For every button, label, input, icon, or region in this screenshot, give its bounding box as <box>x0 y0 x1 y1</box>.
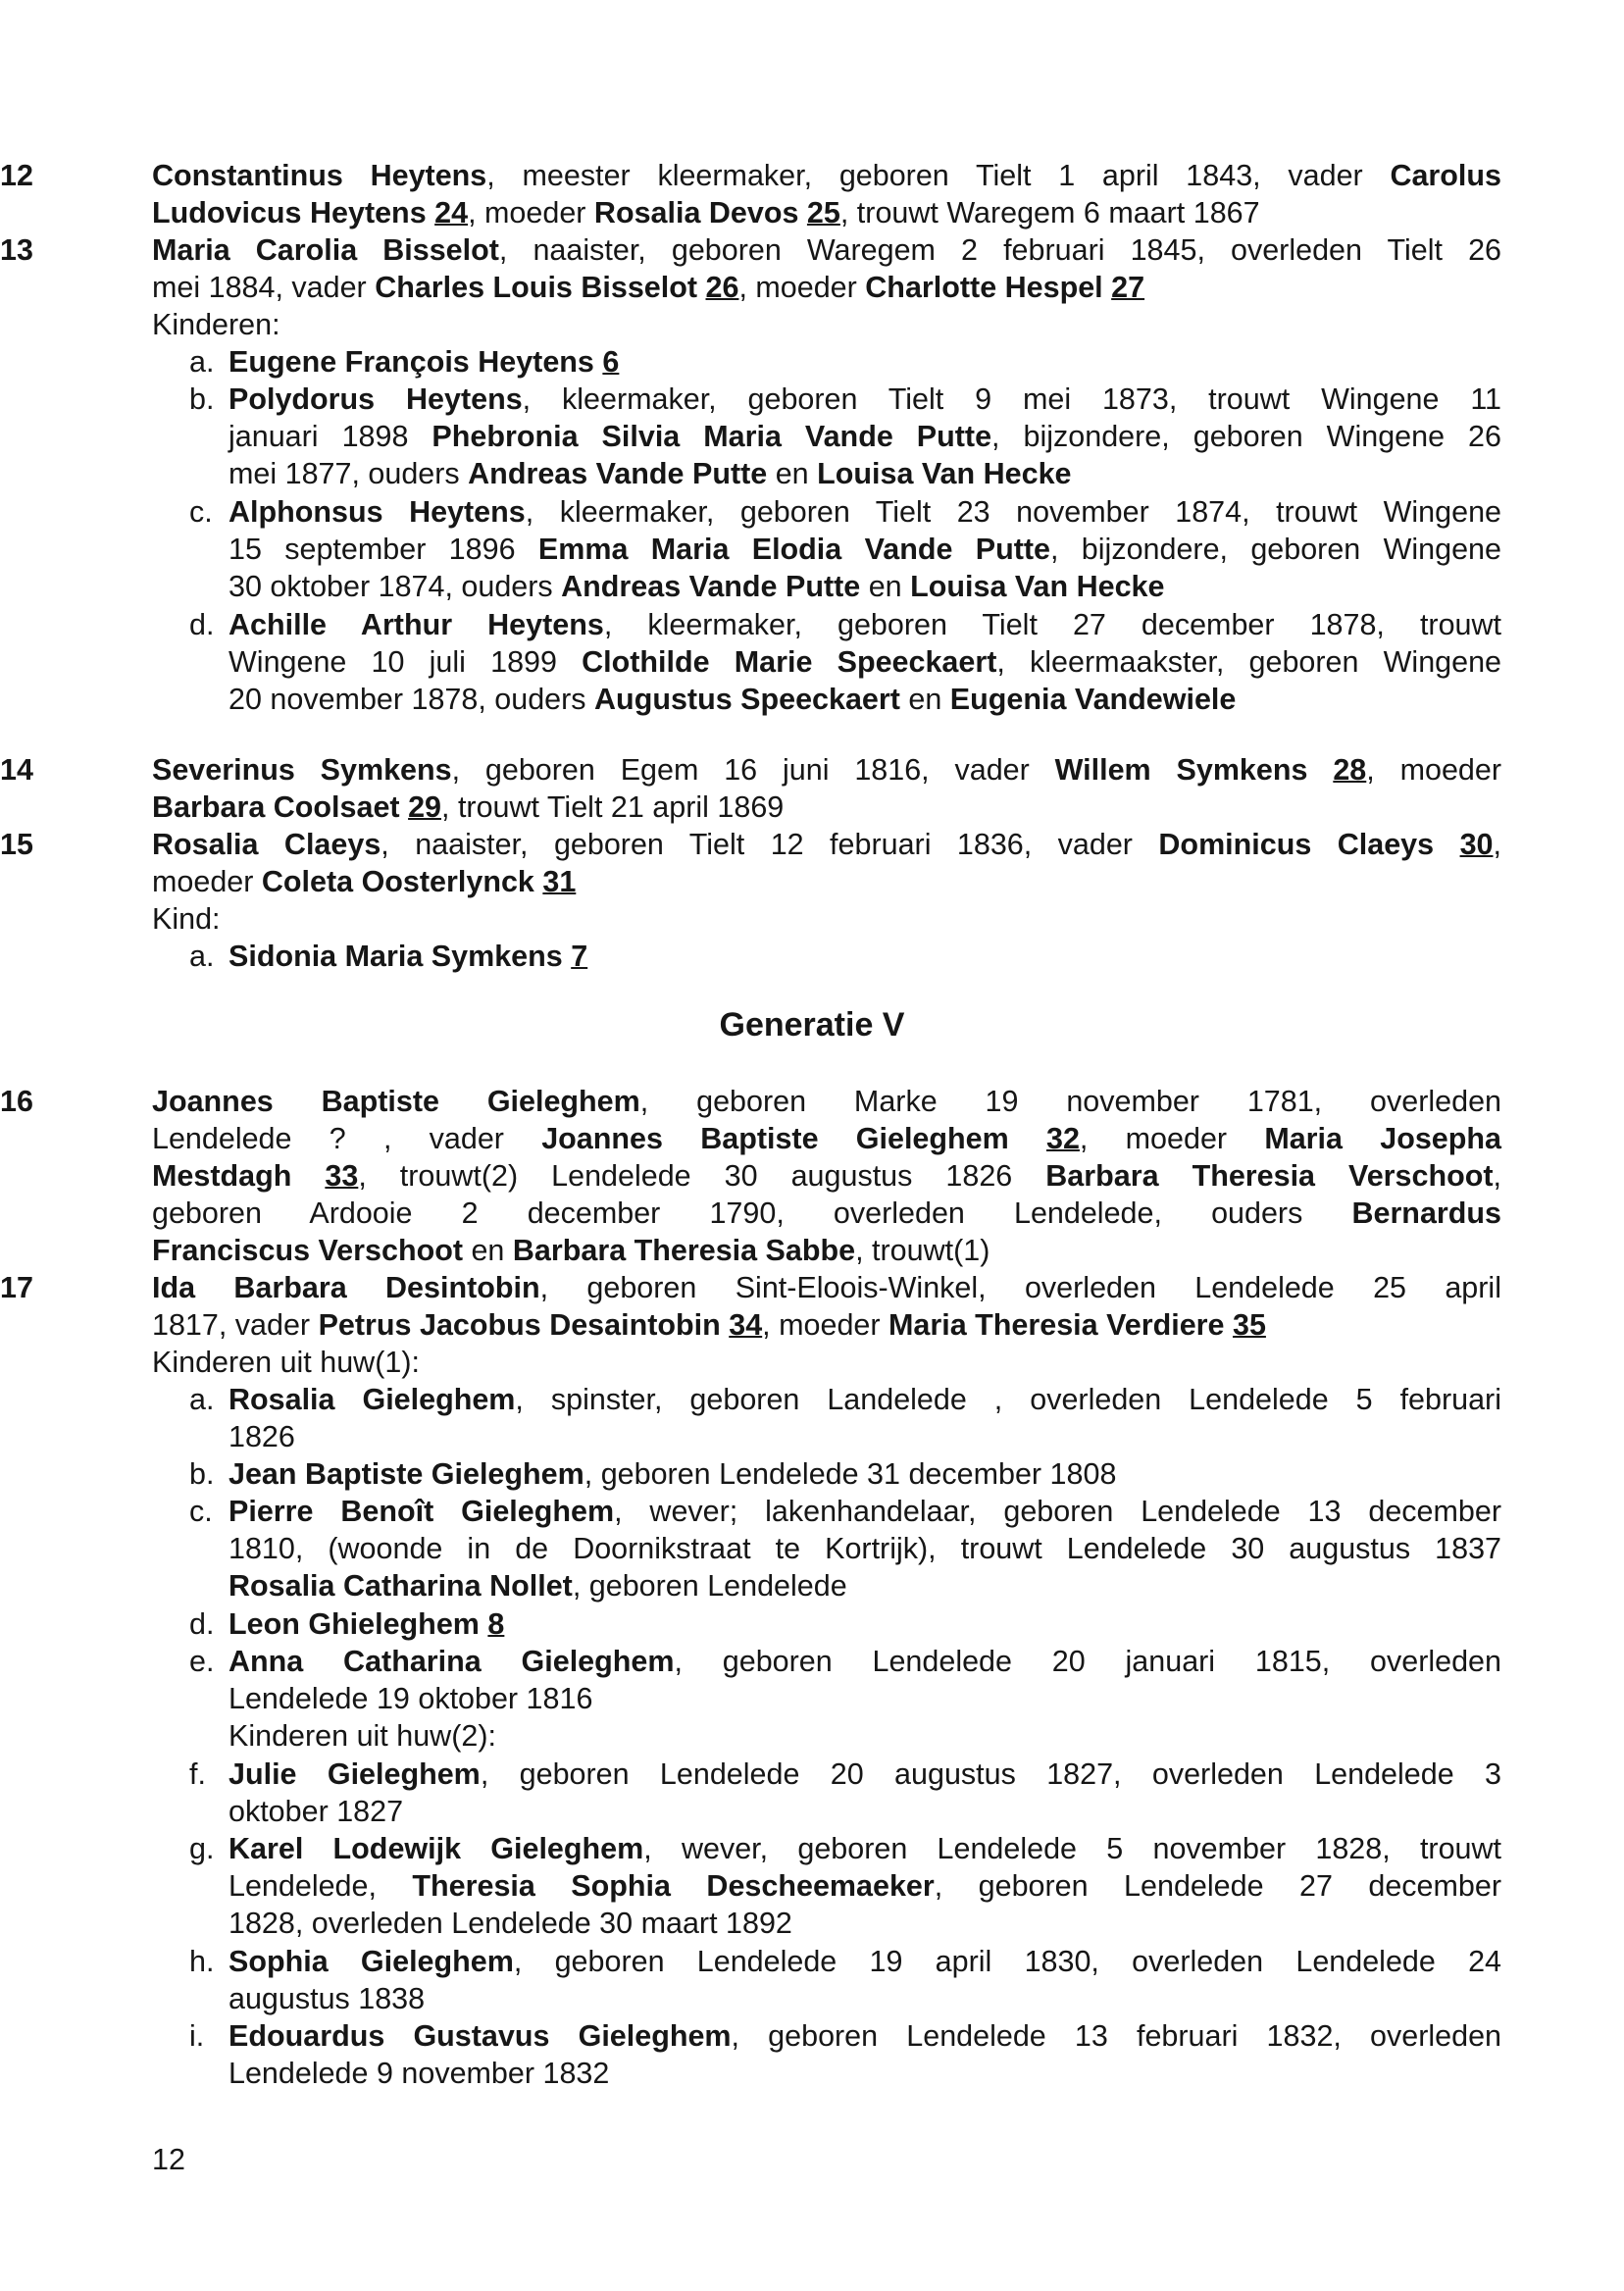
child-17g: g. Karel Lodewijk Gieleghem, wever, geboren Lendelede 5 november 1828, trouwt Lendelede, Theresia Sophia Descheemaeker, geboren Lendelede 27 december 1828, overleden Lendelede 30 maart 1892 <box>189 1832 1501 1940</box>
person-name: Constantinus Heytens <box>152 159 487 192</box>
child-name: Eugene François Heytens <box>228 345 594 379</box>
mother-name: Coleta Oosterlynck <box>261 865 534 898</box>
father-name: Charles Louis Bisselot <box>375 271 698 304</box>
person-name: Ida Barbara Desintobin <box>152 1271 540 1304</box>
child-name: Julie Gieleghem <box>228 1757 481 1791</box>
entry-15: 15 Rosalia Claeys, naaister, geboren Tielt 12 februari 1836, vader Dominicus Claeys 30, moeder Coleta Oosterlynck 31 Kind: <box>0 828 1501 936</box>
ref-link[interactable]: 6 <box>602 345 620 379</box>
mother-name: Barbara Coolsaet <box>152 790 400 824</box>
ref-link[interactable]: 7 <box>571 940 588 973</box>
child-13d: d. Achille Arthur Heytens, kleermaker, geboren Tielt 27 december 1878, trouwt Wingene 10 juli 1899 Clothilde Marie Speeckaert, kleermaakster, geboren Wingene 20 november 1878, ouders Augustus Speeckaert en Eugenia Vandewiele <box>189 608 1502 716</box>
spouse-name: Emma Maria Elodia Vande Putte <box>537 533 1050 566</box>
child-13a: a. Eugene François Heytens 6 <box>189 345 620 379</box>
person-name: Maria Carolia Bisselot <box>152 233 499 267</box>
ref-link[interactable]: 24 <box>434 196 469 229</box>
child-17i: i. Edouardus Gustavus Gieleghem, geboren Lendelede 13 februari 1832, overleden Lendelede 9 november 1832 <box>189 2019 1501 2090</box>
ref-link[interactable]: 34 <box>729 1308 763 1342</box>
ref-link[interactable]: 31 <box>542 865 577 898</box>
spouse-name: Barbara Theresia Verschoot <box>1045 1159 1494 1193</box>
ref-link[interactable]: 25 <box>806 196 840 229</box>
spouse-name: Clothilde Marie Speeckaert <box>582 645 997 679</box>
father-name-cont: Ludovicus Heytens <box>152 196 427 229</box>
child-name: Polydorus Heytens <box>228 382 523 416</box>
ref-link[interactable]: 29 <box>408 790 441 824</box>
mother-name: Maria Josepha <box>1264 1122 1501 1155</box>
entry-16: 16 Joannes Baptiste Gieleghem, geboren Marke 19 november 1781, overleden Lendelede ? , vader Joannes Baptiste Gieleghem 32, moeder Maria Josepha Mestdagh 33, trouwt(2) Lendelede 30 augustus 1826 Barbara Theresia Verschoot, geboren Ardooie 2 december 1790, overleden Lendelede, ouders Bernardus Franciscus Verschoot en Barbara Theresia Sabbe, trouwt(1) <box>0 1085 1501 1267</box>
entry-number: 15 <box>0 828 33 861</box>
page-number: 12 <box>152 2143 185 2176</box>
entry-17: 17 Ida Barbara Desintobin, geboren Sint-Eloois-Winkel, overleden Lendelede 25 april 1817, vader Petrus Jacobus Desaintobin 34, moeder Maria Theresia Verdiere 35 Kinderen uit huw(1): <box>0 1271 1501 1379</box>
entry-number: 16 <box>0 1085 33 1118</box>
children-label: Kinderen uit huw(1): <box>152 1346 420 1379</box>
mother-name-cont: Mestdagh <box>152 1159 292 1193</box>
children-label: Kinderen uit huw(2): <box>228 1719 496 1753</box>
child-15a: a. Sidonia Maria Symkens 7 <box>189 940 588 973</box>
entry-13: 13 Maria Carolia Bisselot, naaister, geboren Waregem 2 februari 1845, overleden Tielt 26 mei 1884, vader Charles Louis Bisselot 26, moeder Charlotte Hespel 27 Kinderen: <box>0 233 1502 341</box>
ref-link[interactable]: 35 <box>1232 1308 1266 1342</box>
mother-name: Maria Theresia Verdiere <box>888 1308 1225 1342</box>
child-name: Alphonsus Heytens <box>228 495 526 529</box>
child-name: Sophia Gieleghem <box>228 1945 514 1978</box>
children-label: Kind: <box>152 902 221 936</box>
child-17h: h. Sophia Gieleghem, geboren Lendelede 19 april 1830, overleden Lendelede 24 augustus 1838 <box>189 1945 1502 2015</box>
mother-name: Rosalia Devos <box>593 196 799 229</box>
child-17b: b. Jean Baptiste Gieleghem, geboren Lendelede 31 december 1808 <box>189 1457 1117 1491</box>
child-17c: c. Pierre Benoît Gieleghem, wever; lakenhandelaar, geboren Lendelede 13 december 1810, (woonde in de Doornikstraat te Kortrijk), trouwt Lendelede 30 augustus 1837 Rosalia Catharina Nollet, geboren Lendelede <box>189 1495 1501 1603</box>
section-heading: Generatie V <box>719 1006 905 1044</box>
child-17d: d. Leon Ghieleghem 8 <box>189 1607 505 1641</box>
person-name: Severinus Symkens <box>152 753 452 787</box>
entry-number: 12 <box>0 159 33 192</box>
spouse-name: Rosalia Catharina Nollet <box>228 1569 573 1603</box>
child-name: Anna Catharina Gieleghem <box>228 1645 675 1678</box>
father-name: Carolus <box>1390 159 1501 192</box>
child-name: Leon Ghieleghem <box>228 1607 480 1641</box>
child-17a: a. Rosalia Gieleghem, spinster, geboren Landelede , overleden Lendelede 5 februari 1826 <box>189 1383 1501 1453</box>
child-17f: f. Julie Gieleghem, geboren Lendelede 20 augustus 1827, overleden Lendelede 3 oktober 1827 <box>189 1757 1501 1828</box>
ref-link[interactable]: 30 <box>1459 828 1494 861</box>
ref-link[interactable]: 8 <box>487 1607 505 1641</box>
children-label: Kinderen: <box>152 308 280 341</box>
person-name: Joannes Baptiste Gieleghem <box>152 1085 640 1118</box>
father-name: Willem Symkens <box>1054 753 1308 787</box>
mother-name: Charlotte Hespel <box>865 271 1103 304</box>
entry-number: 17 <box>0 1271 33 1304</box>
child-name: Sidonia Maria Symkens <box>228 940 563 973</box>
child-13c: c. Alphonsus Heytens, kleermaker, geboren Tielt 23 november 1874, trouwt Wingene 15 september 1896 Emma Maria Elodia Vande Putte, bijzondere, geboren Wingene 30 oktober 1874, ouders Andreas Vande Putte en Louisa Van Hecke <box>189 495 1501 603</box>
father-name: Dominicus Claeys <box>1158 828 1435 861</box>
entry-14: 14 Severinus Symkens, geboren Egem 16 juni 1816, vader Willem Symkens 28, moeder Barbara Coolsaet 29, trouwt Tielt 21 april 1869 <box>0 753 1502 824</box>
ref-link[interactable]: 27 <box>1111 271 1145 304</box>
person-name: Rosalia Claeys <box>152 828 381 861</box>
child-name: Karel Lodewijk Gieleghem <box>228 1832 644 1865</box>
spouse-name: Phebronia Silvia Maria Vande Putte <box>431 420 992 453</box>
child-name: Jean Baptiste Gieleghem <box>228 1457 584 1491</box>
child-13b: b. Polydorus Heytens, kleermaker, geboren Tielt 9 mei 1873, trouwt Wingene 11 januari 1898 Phebronia Silvia Maria Vande Putte, bijzondere, geboren Wingene 26 mei 1877, ouders Andreas Vande Putte en Louisa Van Hecke <box>189 382 1501 490</box>
father-name: Joannes Baptiste Gieleghem <box>541 1122 1009 1155</box>
entry-number: 13 <box>0 233 33 267</box>
child-name: Edouardus Gustavus Gieleghem <box>228 2019 732 2053</box>
child-name: Rosalia Gieleghem <box>228 1383 516 1416</box>
ref-link[interactable]: 32 <box>1045 1122 1080 1155</box>
ref-link[interactable]: 33 <box>325 1159 359 1193</box>
father-name: Petrus Jacobus Desaintobin <box>318 1308 721 1342</box>
child-name: Achille Arthur Heytens <box>228 608 604 641</box>
entry-number: 14 <box>0 753 33 787</box>
entry-12: 12 Constantinus Heytens, meester kleermaker, geboren Tielt 1 april 1843, vader Carolus Ludovicus Heytens 24, moeder Rosalia Devos 25, trouwt Waregem 6 maart 1867 <box>0 159 1501 229</box>
child-name: Pierre Benoît Gieleghem <box>228 1495 615 1528</box>
ref-link[interactable]: 26 <box>705 271 739 304</box>
spouse-name: Theresia Sophia Descheemaeker <box>412 1869 935 1903</box>
child-17e: e. Anna Catharina Gieleghem, geboren Lendelede 20 januari 1815, overleden Lendelede 19 oktober 1816 Kinderen uit huw(2): <box>189 1645 1501 1753</box>
ref-link[interactable]: 28 <box>1333 753 1367 787</box>
